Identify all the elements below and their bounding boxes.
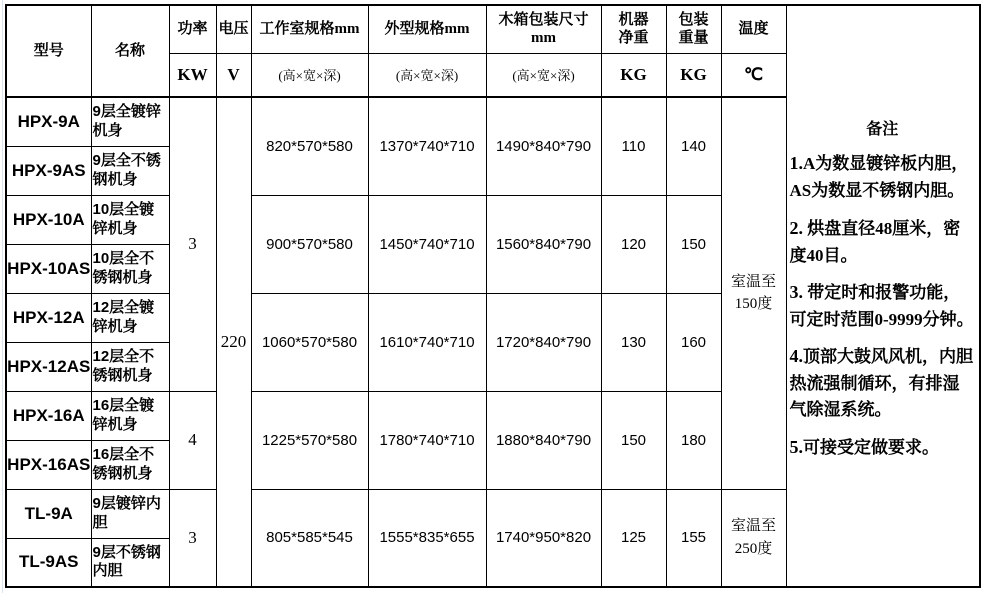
col-header-power: 功率 [169,5,216,53]
name-cell: 16层全不锈钢机身 [91,440,169,489]
remark-item-3 [790,279,976,333]
voltage-unit: V [216,53,251,97]
chamber-spec-cell: 1225*570*580 [251,391,368,489]
net-weight-cell: 125 [601,489,666,587]
remark-item-1 [790,150,976,204]
pack-weight-cell: 150 [666,195,721,293]
box-spec-cell: 1490*840*790 [486,97,601,195]
box-spec-cell: 1880*840*790 [486,391,601,489]
net-weight-cell: 110 [601,97,666,195]
temp-line1: 室温至 [730,518,776,535]
remark-text-5: 可接受定做要求。 [803,437,939,457]
temp-range-cell [721,97,786,489]
name-cell: 10层全镀锌机身 [91,195,169,244]
box-spec-cell: 1740*950*820 [486,489,601,587]
model-cell: HPX-16AS [6,440,91,489]
model-cell: TL-9A [6,489,91,538]
remark-text-3: 带定时和报警功能，可定时范围0-9999分钟。 [789,282,974,329]
col-header-chamber: 工作室规格mm [251,5,368,53]
model-cell: HPX-10AS [6,244,91,293]
net-weight-cell: 130 [601,293,666,391]
col-header-outer: 外型规格mm [368,5,486,53]
outer-spec-cell: 1780*740*710 [368,391,486,489]
remark-num-1: 1. [789,153,803,174]
header-row-1 [6,5,980,53]
pack-weight-line1: 包装 [678,11,709,28]
pack-weight-line2: 重量 [678,30,709,47]
pack-weight-cell: 180 [666,391,721,489]
voltage-cell: 220 [216,97,251,587]
name-cell: 10层全不锈钢机身 [91,244,169,293]
remarks-cell [787,120,980,461]
outer-spec-cell: 1555*835*655 [368,489,486,587]
name-cell: 9层全镀锌机身 [91,97,169,146]
remark-text-4: 顶部大鼓风风机，内胆热流强制循环，有排湿气除湿系统。 [789,347,973,420]
name-cell: 12层全不锈钢机身 [91,342,169,391]
remark-num-3: 3. [789,281,803,302]
remark-item-2 [790,215,976,269]
net-weight-cell: 150 [601,391,666,489]
model-cell: HPX-9A [6,97,91,146]
remark-item-4 [790,343,976,424]
name-cell: 16层全镀锌机身 [91,391,169,440]
net-weight-cell: 120 [601,195,666,293]
net-weight-line2: 净重 [618,30,649,47]
remark-item-5 [790,434,976,462]
temp-line2: 150度 [734,296,773,313]
box-spec-cell: 1560*840*790 [486,195,601,293]
name-cell: 9层全不锈钢机身 [91,146,169,195]
model-cell: HPX-12A [6,293,91,342]
remark-text-2: 烘盘直径48厘米，密度40目。 [789,218,961,265]
box-spec-cell: 1720*840*790 [486,293,601,391]
name-cell: 9层不锈钢内胆 [91,538,169,587]
chamber-spec-cell: 900*570*580 [251,195,368,293]
col-header-voltage: 电压 [216,5,251,53]
col-header-temp: 温度 [721,5,786,53]
temp-unit: ℃ [721,53,786,97]
power-cell: 3 [169,97,216,391]
col-header-pack-weight [666,5,721,53]
power-unit: KW [169,53,216,97]
temp-line1: 室温至 [730,273,776,290]
outer-spec-cell: 1370*740*710 [368,97,486,195]
pack-weight-cell: 160 [666,293,721,391]
temp-line2: 250度 [734,540,773,557]
col-header-box: 木箱包装尺寸mm [486,5,601,53]
pack-weight-unit: KG [666,53,721,97]
outer-spec-cell: 1610*740*710 [368,293,486,391]
pack-weight-cell: 155 [666,489,721,587]
model-cell: HPX-10A [6,195,91,244]
sheet-gridline [2,0,3,593]
pack-weight-cell: 140 [666,97,721,195]
col-header-model: 型号 [6,5,91,97]
power-cell: 4 [169,391,216,489]
remarks-title: 备注 [866,121,899,139]
outer-spec-cell: 1450*740*710 [368,195,486,293]
power-cell: 3 [169,489,216,587]
remark-num-2: 2. [789,217,803,238]
chamber-dims-label: (高×宽×深) [251,53,368,97]
chamber-spec-cell: 820*570*580 [251,97,368,195]
col-header-remarks [786,5,980,587]
chamber-spec-cell: 805*585*545 [251,489,368,587]
model-cell: HPX-12AS [6,342,91,391]
outer-dims-label: (高×宽×深) [368,53,486,97]
chamber-spec-cell: 1060*570*580 [251,293,368,391]
name-cell: 12层全镀锌机身 [91,293,169,342]
remark-num-5: 5. [789,436,803,457]
model-cell: HPX-16A [6,391,91,440]
remark-text-1: A为数显镀锌板内胆，AS为数显不锈钢内胆。 [789,154,969,201]
name-cell: 9层镀锌内胆 [91,489,169,538]
col-header-name: 名称 [91,5,169,97]
remark-num-4: 4. [789,346,803,367]
net-weight-line1: 机器 [618,11,649,28]
spec-table [5,4,981,588]
net-weight-unit: KG [601,53,666,97]
col-header-net-weight [601,5,666,53]
box-dims-label: (高×宽×深) [486,53,601,97]
model-cell: HPX-9AS [6,146,91,195]
model-cell: TL-9AS [6,538,91,587]
temp-range-cell [721,489,786,587]
